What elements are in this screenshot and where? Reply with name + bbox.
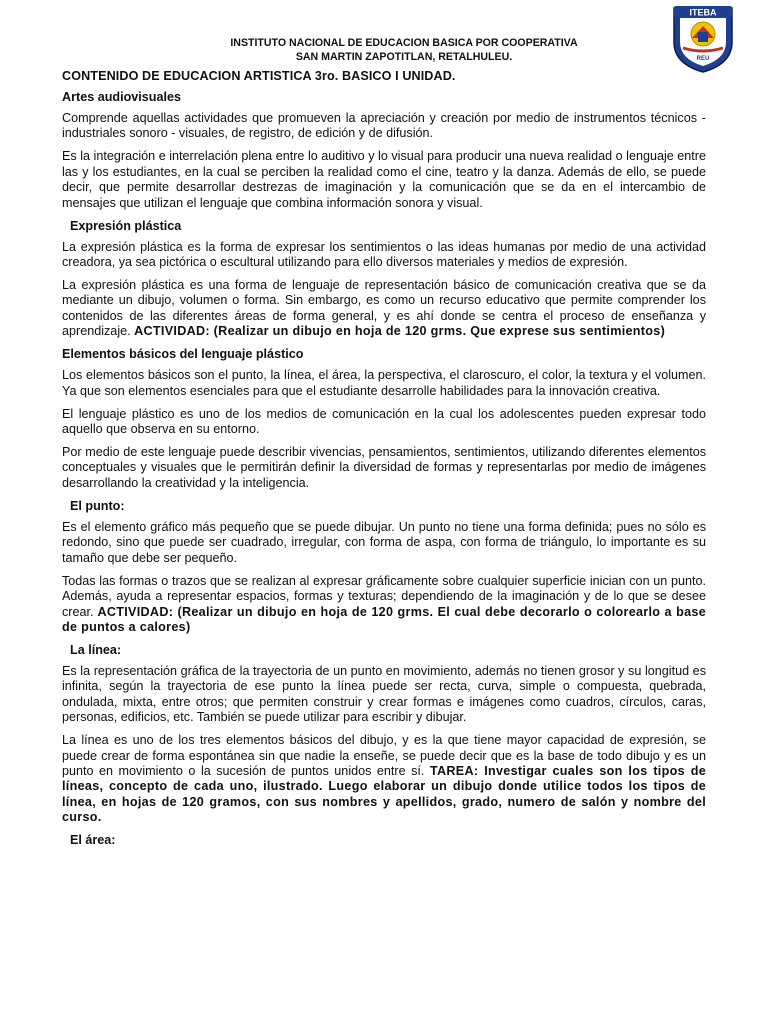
institution-name: INSTITUTO NACIONAL DE EDUCACION BASICA POR COOPERATIVA	[230, 37, 578, 49]
heading-expresion-plastica: Expresión plástica	[70, 218, 182, 233]
paragraph: Los elementos básicos son el punto, la línea, el área, la perspectiva, el claroscuro, el color, la textura y el volumen. Ya que son elementos esenciales para que el estudiante desarrolle habilidades para la innovación creativa.	[62, 368, 706, 398]
paragraph: Es la representación gráfica de la trayectoria de un punto en movimiento, además no tienen grosor y su longitud es infinita, según la trayectoria de ese punto la línea puede ser recta, curva, simple o compuesta, quebrada, ondulada, mixta, entre otros; que permiten construir y crear formas e imágenes como cuadros, círculos, caras, personas, edificios, etc. También se puede utilizar para escribir y dibujar.	[62, 663, 706, 725]
paragraph: Es la integración e interrelación plena entre lo auditivo y lo visual para producir una nueva realidad o lenguaje entre las y los estudiantes, en la cual se perciben la realidad como el cine, teatro y la danza. Además de ello, se puede decir, que permite desarrollar destrezas de imaginación y la comunicación que se da en el intercambio de mensajes que utilizan el lenguaje que combina información sonora y visual.	[62, 149, 706, 210]
heading-la-linea: La línea:	[70, 642, 122, 657]
paragraph: Comprende aquellas actividades que promueven la apreciación y creación por medio de instrumentos técnicos - industriales sonoro - visuales, de registro, de edición y de difusión.	[62, 111, 706, 141]
paragraph: Por medio de este lenguaje puede describir vivencias, pensamientos, sentimientos, utilizando diferentes elementos conceptuales y visuales que le permitirán definir la diversidad de formas y representarlas por medio de imágenes desarrollando la creatividad y la inteligencia.	[62, 445, 706, 490]
task-instruction: TAREA: Investigar cuales son los tipos de líneas, concepto de cada uno, ilustrado. Luego elaborar un dibujo donde utilice todos los tipos de línea, en hojas de 120 gramos, con sus nombres y apellidos, grado, numero de salón y nombre del curso.	[62, 763, 707, 825]
paragraph-with-task	[62, 733, 706, 825]
logo-bottom-text: REU	[696, 56, 710, 62]
institution-location: SAN MARTIN ZAPOTITLAN, RETALHULEU.	[295, 51, 513, 63]
heading-artes-audiovisuales: Artes audiovisuales	[62, 90, 181, 104]
document-header	[122, 36, 686, 64]
activity-instruction: ACTIVIDAD: (Realizar un dibujo en hoja de 120 grms. El cual debe decorarlo o colorearlo a base de puntos a calores)	[62, 604, 707, 634]
paragraph: El lenguaje plástico es uno de los medios de comunicación en la cual los adolescentes pueden expresar todo aquello que observa en su entorno.	[62, 406, 706, 437]
document-title: CONTENIDO DE EDUCACION ARTISTICA 3ro. BASICO I UNIDAD.	[62, 69, 456, 83]
paragraph-text: La línea es uno de los tres elementos básicos del dibujo, y es la que tiene mayor capacidad de expresión, se puede crear de forma espontánea sin que nadie la enseñe, se puede decir que es la base de todo dibujo y es un punto en movimiento o la sucesión de puntos unidos entre sí.	[62, 733, 706, 778]
paragraph-with-activity	[62, 278, 706, 340]
paragraph-text: La expresión plástica es una forma de lenguaje de representación básico de comunicación creativa que se da mediante un dibujo, volumen o forma. Sin embargo, es como un recurso educativo que permite comprender los contenidos de las diferentes áreas de forma general, y es ahí donde se centra el proceso de enseñanza y aprendizaje.	[62, 278, 706, 339]
paragraph: Es el elemento gráfico más pequeño que se puede dibujar. Un punto no tiene una forma definida; pues no sólo es redondo, sino que puede ser cuadrado, irregular, con forma de aspa, con forma de triángulo, lo importante es su tamaño que debe ser pequeño.	[62, 519, 706, 565]
heading-el-punto: El punto:	[70, 498, 125, 513]
logo-text: ITEBA	[689, 7, 717, 18]
paragraph-with-activity	[62, 574, 706, 636]
paragraph-text: Todas las formas o trazos que se realizan al expresar gráficamente sobre cualquier superficie inician con un punto. Además, ayuda a representar espacios, formas y texturas; dependiendo de la imaginación y de lo que se desee crear.	[62, 573, 706, 619]
activity-instruction: ACTIVIDAD: (Realizar un dibujo en hoja de 120 grms. Que exprese sus sentimientos)	[134, 324, 666, 339]
heading-el-area: El área:	[70, 833, 116, 848]
paragraph: La expresión plástica es la forma de expresar los sentimientos o las ideas humanas por medio de una actividad creadora, ya sea pictórica o escultural utilizando para ello diversos materiales y medios de expresión.	[62, 239, 706, 270]
heading-elementos-basicos: Elementos básicos del lenguaje plástico	[62, 347, 304, 362]
document-page	[62, 36, 706, 854]
